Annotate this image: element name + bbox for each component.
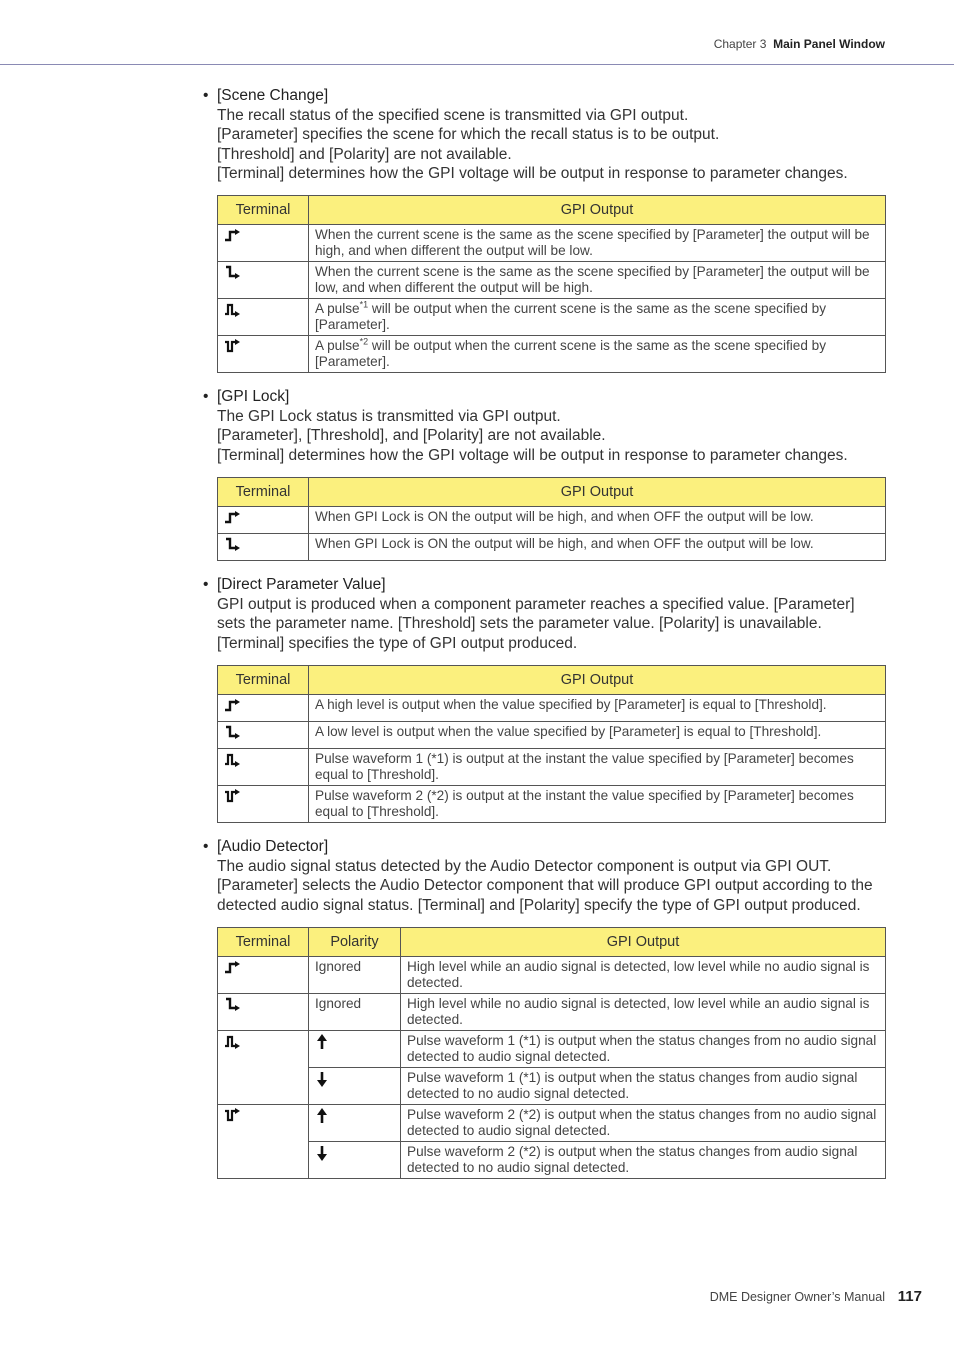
polarity-cell: Ignored <box>309 956 401 993</box>
fall-icon <box>224 725 244 741</box>
table-row <box>218 534 886 561</box>
column-header-gpi-output: GPI Output <box>309 196 886 225</box>
text-line: The GPI Lock status is transmitted via GPI output. <box>217 408 561 426</box>
direct-parameter-table <box>217 665 886 823</box>
pulse1-icon <box>224 1034 244 1050</box>
section-heading: • [GPI Lock] <box>203 388 290 406</box>
column-header-terminal: Terminal <box>218 196 309 225</box>
chapter-title: Main Panel Window <box>773 37 885 51</box>
table-row <box>218 336 886 373</box>
output-cell: A pulse$^{*1}$ will be output when the current scene is the same as the scene specified by [Parameter]. <box>309 299 886 336</box>
text-line: [Terminal] determines how the GPI voltage will be output in response to parameter changes. <box>217 164 848 182</box>
polarity-cell <box>309 1067 401 1104</box>
terminal-cell <box>218 993 309 1030</box>
column-header-polarity: Polarity <box>309 927 401 956</box>
table-row <box>218 1104 886 1141</box>
table-row <box>218 748 886 785</box>
output-cell: When the current scene is the same as the scene specified by [Parameter] the output will be high, and when different the output will be low. <box>309 225 886 262</box>
pulse2-icon <box>224 1108 244 1124</box>
terminal-cell <box>218 336 309 373</box>
chapter-label <box>714 37 885 51</box>
page-content <box>203 86 885 1193</box>
terminal-cell <box>218 1104 309 1178</box>
fall-icon <box>224 997 244 1013</box>
table-row <box>218 1141 886 1178</box>
chapter-number: Chapter 3 <box>713 37 767 51</box>
terminal-cell <box>218 748 309 785</box>
table-row <box>218 299 886 336</box>
terminal-cell <box>218 785 309 822</box>
text-line: The recall status of the specified scene is transmitted via GPI output. <box>217 107 689 124</box>
terminal-cell <box>218 534 309 561</box>
terminal-cell <box>218 1030 309 1104</box>
text-line: [Terminal] determines how the GPI voltage will be output in response to parameter changes. <box>217 446 848 464</box>
table-row <box>218 507 886 534</box>
output-cell: Pulse waveform 2 (*2) is output when the status changes from no audio signal detected to audio signal detected. <box>401 1104 886 1141</box>
fall-icon <box>224 265 244 281</box>
table-row <box>218 1030 886 1067</box>
terminal-cell <box>218 721 309 748</box>
output-cell: High level while an audio signal is detected, low level while no audio signal is detected. <box>401 956 886 993</box>
table-row <box>218 262 886 299</box>
rise-icon <box>224 228 244 244</box>
output-cell: Pulse waveform 2 (*2) is output at the instant the value specified by [Parameter] becomes equal to [Threshold]. <box>309 785 886 822</box>
page-header <box>0 0 954 65</box>
table-row <box>218 993 886 1030</box>
section-heading: • [Audio Detector] <box>203 837 329 855</box>
pulse1-icon <box>224 752 244 768</box>
column-header-gpi-output: GPI Output <box>401 927 886 956</box>
output-cell: High level while no audio signal is detected, low level while an audio signal is detected. <box>401 993 886 1030</box>
rise-icon <box>224 960 244 976</box>
output-cell: Pulse waveform 1 (*1) is output at the instant the value specified by [Parameter] becomes equal to [Threshold]. <box>309 748 886 785</box>
column-header-terminal: Terminal <box>218 478 309 507</box>
section-heading: • [Direct Parameter Value] <box>203 576 386 594</box>
output-cell: When the current scene is the same as the scene specified by [Parameter] the output will be low, and when different the output will be high. <box>309 262 886 299</box>
section-heading: • [Scene Change] <box>203 87 329 104</box>
column-header-gpi-output: GPI Output <box>309 665 886 694</box>
pulse2-icon <box>224 789 244 805</box>
polarity-cell <box>309 1104 401 1141</box>
rise-icon <box>224 510 244 526</box>
column-header-terminal: Terminal <box>218 927 309 956</box>
polarity-cell <box>309 1141 401 1178</box>
text-line: [Parameter] specifies the scene for which the recall status is to be output. <box>217 126 720 144</box>
terminal-cell <box>218 956 309 993</box>
column-header-gpi-output: GPI Output <box>309 478 886 507</box>
table-row <box>218 785 886 822</box>
terminal-cell <box>218 507 309 534</box>
output-cell: A low level is output when the value specified by [Parameter] is equal to [Threshold]. <box>309 721 886 748</box>
table-row <box>218 1067 886 1104</box>
fall-icon <box>224 537 244 553</box>
section-text <box>203 106 885 183</box>
table-row <box>218 694 886 721</box>
polarity-cell: Ignored <box>309 993 401 1030</box>
terminal-cell <box>218 262 309 299</box>
polarity-cell <box>309 1030 401 1067</box>
column-header-terminal: Terminal <box>218 665 309 694</box>
text-line: [Parameter], [Threshold], and [Polarity] are not available. <box>217 427 606 445</box>
page-footer <box>0 1288 954 1308</box>
section-scene-change <box>203 86 885 373</box>
section-text: The audio signal status detected by the Audio Detector component is output via GPI OUT. [Parameter] selects the Audio Detector component that will produce GPI output according to the detected audio signal status. [Terminal] and [Polarity] specify the type of GPI output produced. <box>217 857 873 914</box>
output-cell: A pulse$^{*2}$ will be output when the current scene is the same as the scene specified by [Parameter]. <box>309 336 886 373</box>
section-gpi-lock <box>203 387 885 561</box>
scene-change-table <box>217 195 886 373</box>
gpi-lock-table <box>217 477 886 561</box>
terminal-cell <box>218 694 309 721</box>
pulse1-icon <box>224 302 244 318</box>
section-audio-detector <box>203 837 885 1179</box>
table-row <box>218 721 886 748</box>
section-text: GPI output is produced when a component parameter reaches a specified value. [Parameter] sets the parameter name. [Threshold] sets the parameter value. [Polarity] is unavailable. [Terminal] specifies the type of GPI output produced. <box>217 596 855 652</box>
text-line: [Threshold] and [Polarity] are not available. <box>217 145 512 163</box>
output-cell: Pulse waveform 1 (*1) is output when the status changes from audio signal detected to no audio signal detected. <box>401 1067 886 1104</box>
section-direct-parameter-value <box>203 575 885 823</box>
table-row <box>218 225 886 262</box>
pulse2-icon <box>224 339 244 355</box>
manual-title: DME Designer Owner’s Manual <box>709 1290 885 1304</box>
audio-detector-table <box>217 927 886 1179</box>
output-cell: When GPI Lock is ON the output will be high, and when OFF the output will be low. <box>309 534 886 561</box>
down-arrow-icon <box>315 1071 335 1087</box>
up-arrow-icon <box>315 1034 335 1050</box>
rise-icon <box>224 698 244 714</box>
page-number: 117 <box>897 1288 922 1305</box>
output-cell: Pulse waveform 1 (*1) is output when the status changes from no audio signal detected to audio signal detected. <box>401 1030 886 1067</box>
output-cell: When GPI Lock is ON the output will be high, and when OFF the output will be low. <box>309 507 886 534</box>
up-arrow-icon <box>315 1108 335 1124</box>
terminal-cell <box>218 299 309 336</box>
terminal-cell <box>218 225 309 262</box>
output-cell: Pulse waveform 2 (*2) is output when the status changes from audio signal detected to no audio signal detected. <box>401 1141 886 1178</box>
section-text <box>203 407 885 465</box>
down-arrow-icon <box>315 1145 335 1161</box>
table-row <box>218 956 886 993</box>
output-cell: A high level is output when the value specified by [Parameter] is equal to [Threshold]. <box>309 694 886 721</box>
